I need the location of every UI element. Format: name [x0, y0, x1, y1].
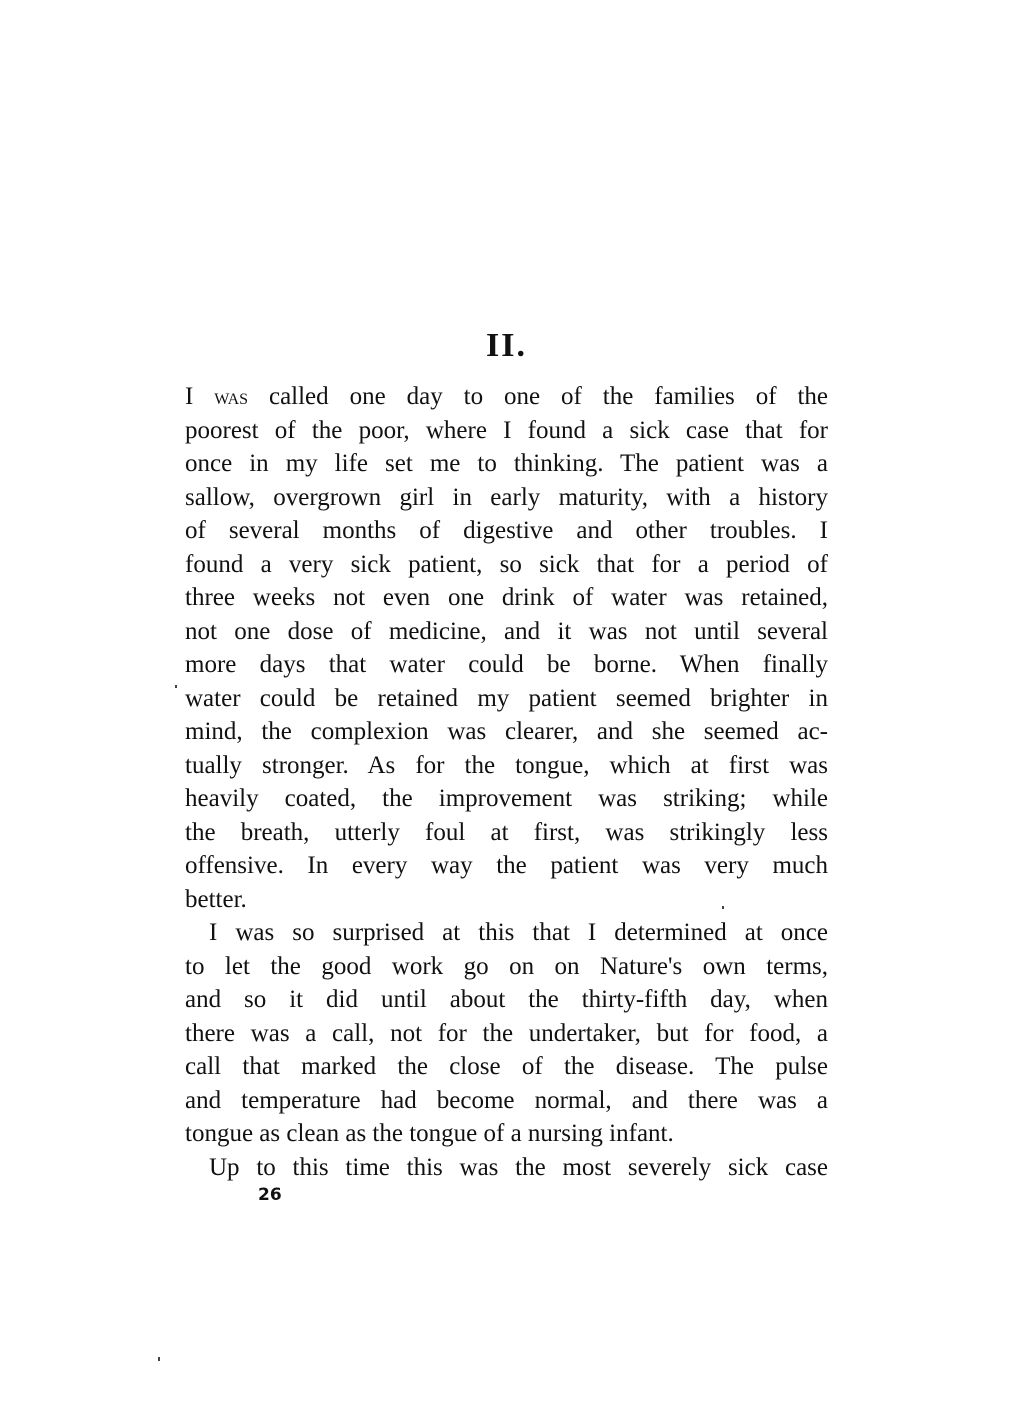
- paragraph-1: [185, 380, 828, 916]
- opening-word: I: [185, 383, 215, 410]
- text-line: three weeks not even one drink of water was retained,: [185, 584, 828, 611]
- chapter-heading: II.: [486, 327, 527, 364]
- line-rest: called one day to one of the families of the: [248, 383, 828, 410]
- scan-speck: [722, 906, 724, 909]
- text-line: heavily coated, the improvement was striking; while: [185, 785, 828, 812]
- text-line: not one dose of medicine, and it was not until several: [185, 617, 828, 645]
- text-line: to let the good work go on on Nature's own terms,: [185, 952, 828, 980]
- text-line: I was so surprised at this that I determined at once: [209, 919, 828, 946]
- paragraph-2: [185, 916, 828, 1151]
- text-line: tongue as clean as the tongue of a nursing infant.: [185, 1120, 674, 1147]
- text-line: better.: [185, 885, 247, 913]
- text-line: sallow, overgrown girl in early maturity, with a history: [185, 483, 828, 511]
- text-line: and temperature had become normal, and there was a: [185, 1086, 828, 1114]
- text-line: mind, the complexion was clearer, and she seemed ac-: [185, 718, 828, 745]
- text-line: of several months of digestive and other troubles. I: [185, 517, 828, 544]
- body-text: [185, 380, 828, 1184]
- text-line: once in my life set me to thinking. The patient was a: [185, 450, 828, 477]
- text-line: there was a call, not for the undertaker, but for food, a: [185, 1019, 828, 1047]
- paragraph-3: [185, 1151, 828, 1185]
- text-line: and so it did until about the thirty-fifth day, when: [185, 986, 828, 1013]
- text-line: the breath, utterly foul at first, was strikingly less: [185, 818, 828, 846]
- text-line: [185, 380, 828, 414]
- text-line: offensive. In every way the patient was very much: [185, 852, 828, 879]
- text-line: poorest of the poor, where I found a sick case that for: [185, 416, 828, 444]
- text-line: call that marked the close of the disease. The pulse: [185, 1053, 828, 1080]
- page-number: 26: [258, 1185, 282, 1205]
- text-line: more days that water could be borne. When finally: [185, 651, 828, 678]
- opening-smallcaps: was: [214, 384, 249, 409]
- scan-speck: [158, 1357, 160, 1361]
- text-line: tually stronger. As for the tongue, which at first was: [185, 751, 828, 779]
- scan-speck: [175, 685, 177, 688]
- text-line: Up to this time this was the most severely sick case: [209, 1153, 828, 1181]
- text-line: water could be retained my patient seemed brighter in: [185, 684, 828, 712]
- text-line: found a very sick patient, so sick that for a period of: [185, 550, 828, 578]
